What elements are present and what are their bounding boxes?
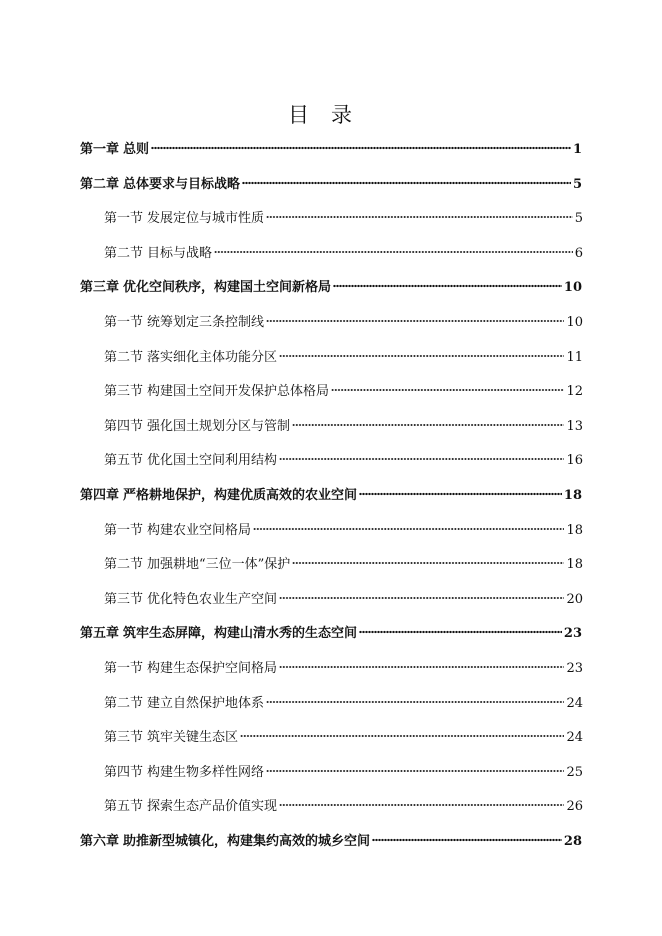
toc-entry-chapter[interactable]: [80, 622, 582, 646]
toc-entry-title: 优化空间秩序，构建国土空间新格局: [123, 280, 332, 296]
dot-leader: [292, 561, 564, 565]
toc-entry-title: 总则: [123, 142, 150, 157]
toc-entry-number: 第三章: [80, 280, 120, 296]
toc-entry-number: 第三节: [104, 591, 144, 607]
toc-entry-title: 目标与战略: [147, 245, 213, 261]
toc-entry-number: 第五章: [80, 626, 120, 642]
dot-leader: [279, 665, 564, 669]
toc-entry-page-number: 5: [574, 211, 583, 227]
toc-entry-section[interactable]: [104, 242, 583, 266]
toc-entry-page-number: 26: [566, 799, 583, 815]
toc-entry-label: [104, 380, 329, 404]
toc-entry-number: 第四章: [80, 488, 120, 503]
toc-entry-page-number: 1: [572, 142, 582, 157]
toc-entry-title: 严格耕地保护，构建优质高效的农业空间: [123, 488, 358, 503]
toc-entry-section[interactable]: [104, 553, 583, 577]
dot-leader: [372, 838, 562, 842]
toc-entry-page-number: 20: [566, 591, 583, 607]
dot-leader: [279, 457, 564, 461]
toc-entry-page-number: 18: [566, 522, 583, 538]
toc-entry-chapter[interactable]: [80, 830, 582, 854]
toc-entry-number: 第一节: [104, 661, 144, 676]
toc-entry-number: 第一节: [104, 315, 144, 330]
toc-entry-label: [80, 138, 149, 162]
dot-leader: [279, 354, 564, 358]
toc-entry-section[interactable]: [104, 795, 583, 819]
toc-entry-label: [104, 588, 277, 612]
toc-entry-title: 构建农业空间格局: [147, 522, 252, 538]
toc-entry-number: 第五节: [104, 453, 144, 469]
dot-leader: [279, 596, 564, 600]
toc-entry-number: 第二节: [104, 245, 144, 261]
toc-entry-page-number: 18: [563, 488, 582, 503]
toc-entry-number: 第一节: [104, 522, 144, 538]
toc-entry-title: 建立自然保护地体系: [147, 695, 265, 711]
toc-entry-page-number: 10: [566, 315, 583, 330]
toc-entry-title: 构建生物多样性网络: [147, 764, 265, 780]
toc-entry-label: [104, 415, 290, 439]
toc-entry-label: [104, 519, 251, 543]
toc-entry-section[interactable]: [104, 380, 583, 404]
toc-entry-title: 探索生态产品价值实现: [147, 799, 278, 815]
toc-entry-number: 第二节: [104, 349, 144, 365]
toc-entry-title: 总体要求与目标战略: [123, 176, 241, 192]
toc-entry-label: [104, 207, 264, 231]
toc-entry-chapter[interactable]: [80, 484, 582, 508]
toc-entry-page-number: 13: [566, 418, 583, 434]
dot-leader: [240, 734, 564, 738]
toc-entry-chapter[interactable]: [80, 138, 582, 162]
toc-entry-page-number: 5: [572, 176, 582, 192]
toc-entry-number: 第一章: [80, 142, 120, 157]
toc-entry-section[interactable]: [104, 415, 583, 439]
toc-entry-title: 筑牢生态屏障，构建山清水秀的生态空间: [123, 626, 358, 642]
toc-entry-title: 筑牢关键生态区: [147, 730, 239, 746]
dot-leader: [214, 250, 573, 254]
toc-entry-section[interactable]: [104, 311, 583, 335]
toc-entry-label: [104, 795, 277, 819]
toc-entry-label: [80, 622, 357, 646]
toc-entry-title: 构建生态保护空间格局: [147, 661, 278, 676]
toc-entry-page-number: 28: [563, 834, 582, 849]
toc-entry-page-number: 18: [566, 557, 583, 573]
toc-entry-number: 第二节: [104, 557, 144, 573]
toc-entry-section[interactable]: [104, 761, 583, 785]
toc-entry-title: 优化特色农业生产空间: [147, 591, 278, 607]
toc-entry-number: 第一节: [104, 211, 144, 227]
toc-entry-chapter[interactable]: [80, 276, 582, 300]
toc-title: 目录: [288, 103, 374, 127]
toc-entry-number: 第三节: [104, 730, 144, 746]
toc-entry-page-number: 25: [566, 764, 583, 780]
toc-entry-section[interactable]: [104, 346, 583, 370]
toc-entry-page-number: 6: [574, 245, 583, 261]
toc-entry-title: 优化国土空间利用结构: [147, 453, 278, 469]
toc-entry-number: 第二章: [80, 176, 120, 192]
toc-entry-title: 助推新型城镇化，构建集约高效的城乡空间: [123, 834, 371, 849]
toc-entry-page-number: 10: [563, 280, 582, 296]
toc-entry-section[interactable]: [104, 207, 583, 231]
dot-leader: [266, 769, 564, 773]
toc-entry-section[interactable]: [104, 692, 583, 716]
toc-entry-page-number: 12: [566, 384, 583, 400]
toc-entry-page-number: 11: [566, 349, 583, 365]
toc-entry-number: 第三节: [104, 384, 144, 400]
toc-entry-number: 第六章: [80, 834, 120, 849]
toc-entry-label: [104, 242, 212, 266]
toc-entry-label: [104, 449, 277, 473]
toc-entry-label: [104, 692, 264, 716]
toc-entry-section[interactable]: [104, 657, 583, 681]
dot-leader: [266, 319, 564, 323]
toc-entry-label: [80, 484, 357, 508]
toc-entry-title: 落实细化主体功能分区: [147, 349, 278, 365]
toc-entry-page-number: 24: [566, 695, 583, 711]
toc-entry-title: 加强耕地“三位一体”保护: [147, 557, 291, 573]
dot-leader: [266, 700, 564, 704]
toc-entry-section[interactable]: [104, 519, 583, 543]
dot-leader: [333, 284, 562, 288]
toc-entry-page-number: 24: [566, 730, 583, 746]
toc-entry-title: 发展定位与城市性质: [147, 211, 265, 227]
toc-entry-label: [104, 726, 238, 750]
toc-entry-label: [80, 830, 370, 854]
toc-entry-section[interactable]: [104, 726, 583, 750]
toc-entry-label: [104, 311, 264, 335]
toc-entry-chapter[interactable]: [80, 173, 582, 197]
toc-entry-label: [104, 346, 277, 370]
dot-leader: [242, 181, 571, 185]
toc-entry-page-number: 16: [566, 453, 583, 469]
dot-leader: [292, 423, 564, 427]
toc-entry-title: 构建国土空间开发保护总体格局: [147, 384, 330, 400]
dot-leader: [279, 803, 564, 807]
toc-entry-page-number: 23: [566, 661, 583, 676]
toc-entry-label: [80, 173, 240, 197]
dot-leader: [331, 388, 564, 392]
toc-entry-label: [104, 657, 277, 681]
toc-entry-label: [104, 553, 290, 577]
dot-leader: [253, 527, 564, 531]
toc-entry-page-number: 23: [563, 626, 582, 642]
toc-entry-section[interactable]: [104, 449, 583, 473]
toc-entry-number: 第四节: [104, 418, 144, 434]
toc-entry-label: [80, 276, 331, 300]
toc-entry-title: 统筹划定三条控制线: [147, 315, 265, 330]
toc-entry-label: [104, 761, 264, 785]
dot-leader: [359, 630, 562, 634]
dot-leader: [359, 492, 562, 496]
dot-leader: [151, 146, 571, 150]
toc-entry-section[interactable]: [104, 588, 583, 612]
dot-leader: [266, 215, 573, 219]
toc-entry-number: 第二节: [104, 695, 144, 711]
toc-entry-number: 第四节: [104, 764, 144, 780]
toc-entry-title: 强化国土规划分区与管制: [147, 418, 291, 434]
toc-entry-number: 第五节: [104, 799, 144, 815]
